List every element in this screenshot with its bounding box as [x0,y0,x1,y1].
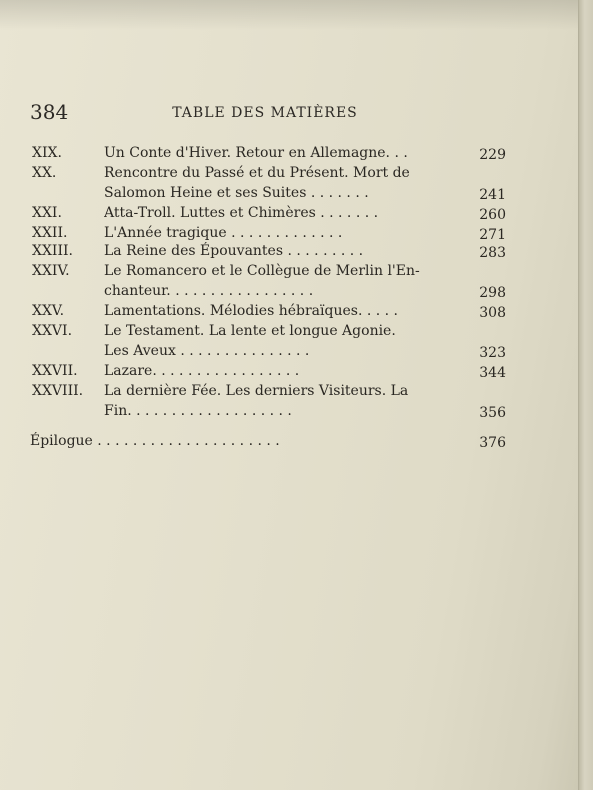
chapter-page: 241 [479,187,506,203]
chapter-title: Le Romancero et le Collègue de Merlin l'En- [104,263,420,279]
chapter-title-continued: Fin. . . . . . . . . . . . . . . . . . . [104,403,292,419]
chapter-page: 356 [479,405,506,421]
chapter-number: XXIV. [32,263,70,279]
chapter-title: Le Testament. La lente et longue Agonie. [104,323,396,339]
chapter-title: Rencontre du Passé et du Présent. Mort de [104,165,410,181]
chapter-number: XXII. [32,225,68,241]
page-number: 384 [30,100,69,124]
chapter-number: XXVII. [32,363,78,379]
chapter-title: Atta-Troll. Luttes et Chimères . . . . . . . [104,205,379,221]
page-header [30,100,500,128]
chapter-title: Lamentations. Mélodies hébraïques. . . . . [104,303,398,319]
chapter-page: 229 [479,147,506,163]
chapter-title: Lazare. . . . . . . . . . . . . . . . . [104,363,300,379]
chapter-number: XXV. [32,303,65,319]
chapter-page: 308 [479,305,506,321]
chapter-page: 344 [479,365,506,381]
chapter-title: La Reine des Épouvantes . . . . . . . . . [104,243,364,259]
chapter-number: XIX. [32,145,62,161]
running-title: TABLE DES MATIÈRES [172,105,358,121]
chapter-page: 298 [479,285,506,301]
page-edge [578,0,593,790]
chapter-number: XXVI. [32,323,73,339]
chapter-title-continued: Les Aveux . . . . . . . . . . . . . . . [104,343,310,359]
chapter-page: 323 [479,345,506,361]
epilogue-page: 376 [479,435,506,451]
chapter-page: 260 [479,207,506,223]
chapter-page: 271 [479,227,506,243]
chapter-title-continued: chanteur. . . . . . . . . . . . . . . . . [104,283,314,299]
top-shadow [0,0,593,30]
chapter-number: XX. [32,165,57,181]
chapter-title: Un Conte d'Hiver. Retour en Allemagne. . . [104,145,408,161]
chapter-title: La dernière Fée. Les derniers Visiteurs. La [104,383,409,399]
chapter-page: 283 [479,245,506,261]
chapter-title-continued: Salomon Heine et ses Suites . . . . . . . [104,185,369,201]
chapter-number: XXVIII. [32,383,84,399]
chapter-number: XXIII. [32,243,73,259]
epilogue-title: Épilogue . . . . . . . . . . . . . . . . . . . . . [30,433,280,449]
chapter-number: XXI. [32,205,62,221]
chapter-title: L'Année tragique . . . . . . . . . . . . . [104,225,343,241]
